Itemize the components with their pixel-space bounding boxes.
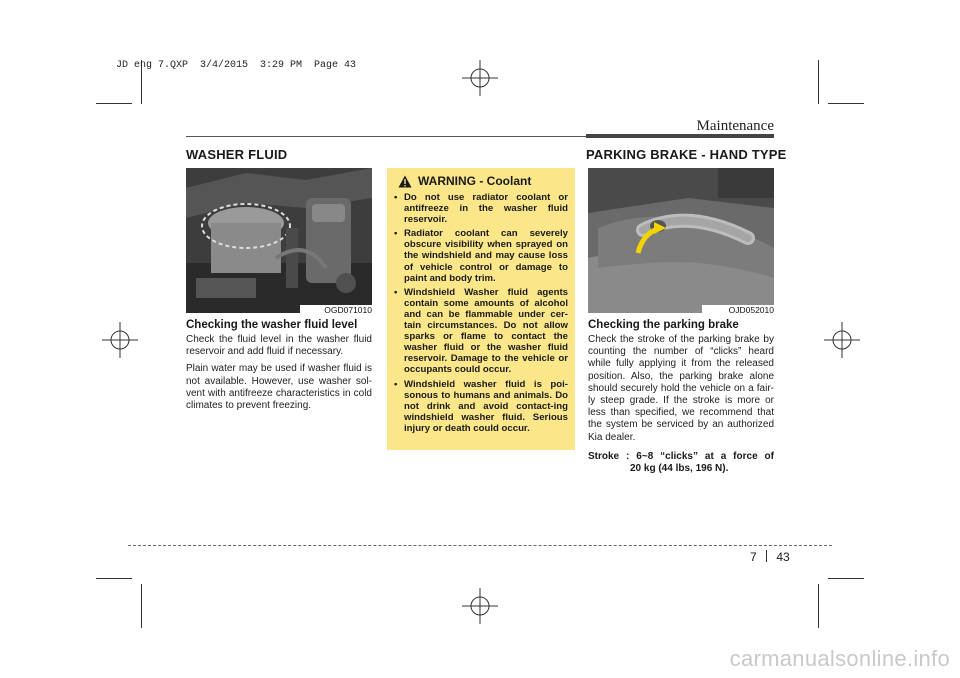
crop-mark [96,103,132,104]
page-number [750,550,790,564]
chapter-number: 7 [750,550,757,564]
registration-target-icon [100,320,140,360]
parking-brake-heading: PARKING BRAKE - HAND TYPE [586,147,787,162]
crop-mark [96,578,132,579]
stroke-spec [588,451,774,475]
crop-mark [818,584,819,628]
parking-brake-photo [588,168,774,313]
warning-label: WARNING - [418,174,487,188]
crop-mark [828,103,864,104]
registration-target-icon [460,586,500,626]
print-slug: JD eng 7.QXP 3/4/2015 3:29 PM Page 43 [116,60,357,71]
registration-target-icon [822,320,862,360]
warning-item: • Windshield Washer fluid agents contain some amounts of alcohol and can be flammable under cer-tain circumstances. Do not allow sparks or flame to contact the washer fluid or the washer fluid reservoir. Damage to the vehicle or occupants could occur. [394,287,568,376]
section-title: Maintenance [696,118,774,134]
footer-watermark: carmanualsonline.info [729,646,950,671]
paragraph: Plain water may be used if washer fluid is not available. However, use washer sol-vent with antifreeze characteristics in cold climates to prevent freezing. [186,363,372,412]
paragraph: Check the stroke of the parking brake by counting the number of “clicks” heard while fully applying it from the released position. Also, the parking brake alone should securely hold the vehicle on a fair-ly steep grade. If the stroke is more or less than specified, we recommend that the system be serviced by an authorized Kia dealer. [588,334,774,443]
warning-box [387,168,575,450]
parking-brake-subheading: Checking the parking brake [588,319,739,331]
warning-item: • Radiator coolant can severely obscure visibility when sprayed on the windshield and may cause loss of vehicle control or damage to paint and body trim. [394,228,568,283]
registration-target-icon [460,58,500,98]
warning-triangle-icon [398,175,412,188]
warning-header [398,174,568,188]
photo-code-label: OJD052010 [702,305,776,315]
header-rule-accent [586,134,774,138]
crop-mark [828,578,864,579]
stroke-spec-line: 20 kg (44 lbs, 196 N). [630,463,729,475]
warning-item: • Windshield washer fluid is poi-sonous to humans and animals. Do not drink and avoid contact-ing windshield washer fluid. Serious injury or death could occur. [394,379,568,434]
warning-item: • Do not use radiator coolant or antifreeze in the washer fluid reservoir. [394,192,568,225]
washer-fluid-subheading: Checking the washer fluid level [186,319,358,331]
stroke-spec-line: Stroke : 6~8 “clicks” at a force of [588,451,774,462]
paragraph: Check the fluid level in the washer fluid reservoir and add fluid if necessary. [186,334,372,358]
photo-code-label: OGD071010 [300,305,374,315]
washer-fluid-heading: WASHER FLUID [186,147,288,162]
crop-mark [141,584,142,628]
warning-list [394,192,568,434]
page-footer-rule [128,545,832,546]
page-number-divider [766,550,767,562]
warning-title [418,174,531,188]
crop-mark [818,60,819,104]
header-rule [186,136,586,137]
parking-brake-body [588,334,774,449]
washer-reservoir-photo [186,168,372,313]
warning-topic: Coolant [486,174,532,188]
washer-fluid-body [186,334,372,417]
page-number-value: 43 [776,550,790,564]
